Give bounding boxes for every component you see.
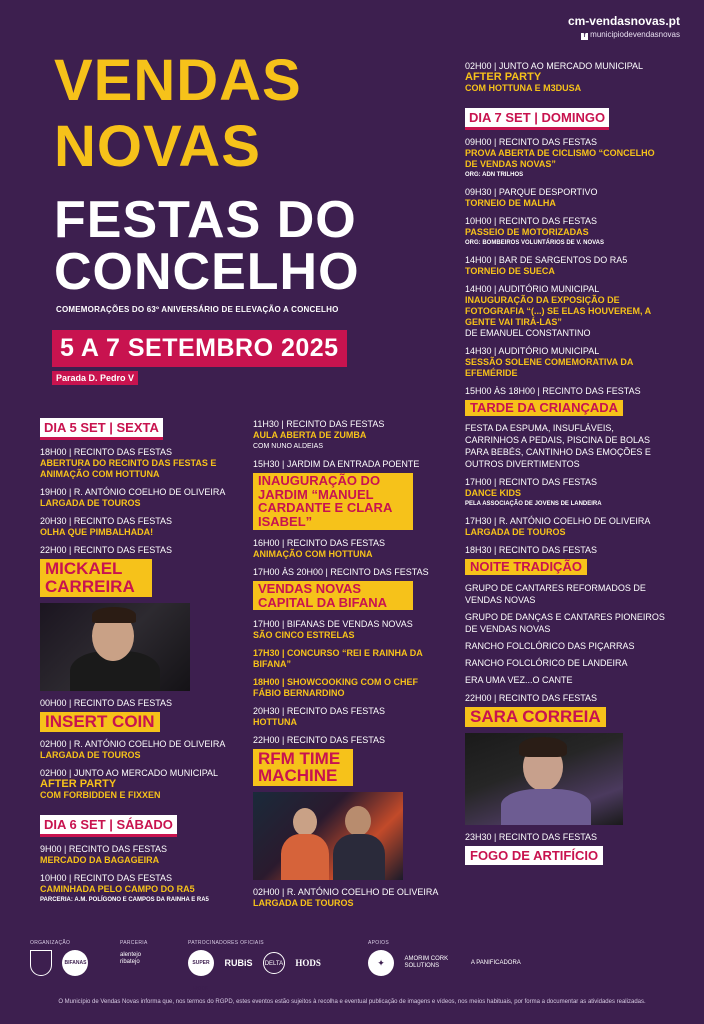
event-item bbox=[465, 516, 665, 538]
day-heading: DIA 5 SET | SEXTA bbox=[40, 418, 163, 440]
event-name: CAMINHADA PELO CAMPO DO RA5 bbox=[40, 883, 195, 894]
photo-figure bbox=[501, 789, 591, 825]
event-description: FESTA DA ESPUMA, INSUFLÁVEIS, CARRINHOS A PEDAIS, PISCINA DE BOLAS PARA BEBÉS, CANTINHO DAS EMOÇÕES E OUTROS DIVERTIMENTOS bbox=[465, 423, 651, 469]
event-time: 02H00 | JUNTO AO MERCADO MUNICIPAL bbox=[40, 767, 219, 778]
support-group bbox=[368, 940, 527, 976]
super-bock-logo bbox=[188, 950, 214, 992]
event-time: 11H30 | RECINTO DAS FESTAS bbox=[253, 419, 385, 429]
group-item: GRUPO DE CANTARES REFORMADOS DE VENDAS NOVAS bbox=[465, 583, 646, 605]
event-name: ABERTURA DO RECINTO DAS FESTAS E ANIMAÇÃO COM HOTTUNA bbox=[40, 458, 217, 479]
headliner-tag: MICKAEL CARREIRA bbox=[40, 559, 152, 597]
event-name: LARGADA DE TOUROS bbox=[253, 898, 354, 909]
event-item bbox=[40, 739, 240, 761]
event-time: 23H30 | RECINTO DAS FESTAS bbox=[465, 832, 598, 842]
event-item bbox=[465, 477, 665, 509]
event-item bbox=[40, 545, 240, 597]
event-item bbox=[465, 545, 665, 686]
day-heading: DIA 6 SET | SÁBADO bbox=[40, 815, 177, 837]
column-day7 bbox=[465, 54, 665, 865]
group-item: RANCHO FOLCLÓRICO DE LANDEIRA bbox=[465, 658, 628, 668]
event-time: 10H00 | RECINTO DAS FESTAS bbox=[40, 872, 173, 883]
footer-logos bbox=[30, 940, 680, 992]
event-time: 18H30 | RECINTO DAS FESTAS bbox=[465, 545, 598, 555]
event-time: 17H30 | R. ANTÓNIO COELHO DE OLIVEIRA bbox=[465, 516, 651, 526]
event-item bbox=[40, 768, 240, 801]
event-name: INAUGURAÇÃO DA EXPOSIÇÃO DE FOTOGRAFIA “(...) SE ELAS HOUVEREM, A GENTE VAI TIRÁ-LAS” bbox=[465, 295, 651, 327]
column-day6 bbox=[253, 412, 453, 909]
event-name: FÁBIO BERNARDINO bbox=[253, 687, 345, 698]
organization-label: ORGANIZAÇÃO bbox=[30, 940, 71, 946]
event-time: 14H00 | AUDITÓRIO MUNICIPAL bbox=[465, 284, 600, 294]
bifanas-logo-text: BIFANAS bbox=[64, 960, 87, 966]
site-url[interactable]: cm-vendasnovas.pt bbox=[567, 14, 680, 28]
event-time: 18H00 | RECINTO DAS FESTAS bbox=[40, 447, 173, 457]
highlight-tag: NOITE TRADIÇÃO bbox=[465, 559, 587, 575]
event-name: DANCE KIDS bbox=[465, 488, 522, 498]
event-sub: COM NUNO ALDEIAS bbox=[253, 443, 324, 450]
alentejo-text: alentejo bbox=[120, 952, 142, 958]
event-item bbox=[253, 567, 453, 612]
artist-photo-mickael-carreira bbox=[40, 603, 190, 691]
event-sub: COM HOTTUNA E M3DUSA bbox=[465, 83, 582, 93]
municipality-crest-icon bbox=[30, 950, 52, 976]
event-item bbox=[40, 516, 240, 538]
ribatejo-text: ribatejo bbox=[120, 959, 140, 965]
highlight-tag: FOGO DE ARTIFÍCIO bbox=[465, 846, 603, 865]
support-label: APOIOS bbox=[368, 940, 389, 946]
event-name: TORNEIO DE MALHA bbox=[465, 198, 556, 208]
event-item bbox=[465, 386, 665, 470]
disclaimer: O Município de Vendas Novas informa que, nos termos do RGPD, estes eventos estão sujeitos à recolha e eventual publicação de imagens e vídeos, nos meios habituais, por forma a documentar as atividades realizadas. bbox=[58, 999, 646, 1005]
event-item bbox=[465, 187, 665, 209]
event-item bbox=[465, 137, 665, 180]
event-time: 00H00 | RECINTO DAS FESTAS bbox=[40, 697, 173, 708]
highlight-tag: VENDAS NOVAS CAPITAL DA BIFANA bbox=[253, 581, 413, 610]
event-time: 14H00 | BAR DE SARGENTOS DO RA5 bbox=[465, 255, 628, 265]
event-name: PROVA ABERTA DE CICLISMO “CONCELHO DE VENDAS NOVAS” bbox=[465, 148, 655, 169]
event-time: 09H30 | PARQUE DESPORTIVO bbox=[465, 187, 598, 197]
event-sub: PARCERIA: A.M. POLÍGONO E CAMPOS DA RAINHA E RA5 bbox=[40, 896, 209, 903]
event-line: 17H30 | CONCURSO “REI E RAINHA DA BIFANA” bbox=[253, 647, 423, 669]
alentejo-ribatejo-logo bbox=[120, 952, 141, 966]
event-time: 22H00 | RECINTO DAS FESTAS bbox=[40, 545, 173, 555]
event-name: AFTER PARTY bbox=[465, 71, 542, 83]
photo-figure bbox=[281, 834, 329, 880]
event-name: LARGADA DE TOUROS bbox=[40, 749, 141, 760]
group-item: RANCHO FOLCLÓRICO DAS PIÇARRAS bbox=[465, 641, 635, 651]
organization-group bbox=[30, 940, 94, 976]
title-line-1: VENDAS bbox=[54, 48, 302, 113]
column-day5 bbox=[40, 418, 240, 905]
event-time: 15H30 | JARDIM DA ENTRADA POENTE bbox=[253, 459, 420, 469]
bifanas-logo bbox=[62, 950, 88, 976]
subtitle: COMEMORAÇÕES DO 63º ANIVERSÁRIO DE ELEVAÇÃO A CONCELHO bbox=[56, 305, 339, 314]
event-name: SESSÃO SOLENE COMEMORATIVA DA EFEMÉRIDE bbox=[465, 357, 634, 378]
delta-logo: DELTA bbox=[263, 952, 285, 974]
site-block bbox=[568, 14, 680, 40]
headliner-tag: RFM TIME MACHINE bbox=[253, 749, 353, 787]
place-badge: Parada D. Pedro V bbox=[52, 371, 138, 385]
event-time: 22H00 | RECINTO DAS FESTAS bbox=[253, 734, 386, 745]
event-time: 20H30 | RECINTO DAS FESTAS bbox=[40, 516, 173, 526]
highlight-tag: TARDE DA CRIANÇADA bbox=[465, 400, 623, 416]
event-name: LARGADA DE TOUROS bbox=[465, 527, 566, 537]
event-item bbox=[465, 284, 665, 339]
headliner-tag: INSERT COIN bbox=[40, 712, 160, 732]
event-time: 02H00 | JUNTO AO MERCADO MUNICIPAL bbox=[465, 61, 644, 71]
sponsor-label: PATROCINADORES OFICIAIS bbox=[188, 940, 264, 946]
event-time: 19H00 | R. ANTÓNIO COELHO DE OLIVEIRA bbox=[40, 487, 226, 497]
rubis-logo: RUBiS bbox=[224, 958, 253, 968]
event-name: ANIMAÇÃO COM HOTTUNA bbox=[253, 548, 373, 559]
facebook-label: municipiodevendasnovas bbox=[590, 30, 680, 39]
event-sub: ORG: BOMBEIROS VOLUNTÁRIOS DE V. NOVAS bbox=[465, 240, 605, 246]
event-time: 16H00 | RECINTO DAS FESTAS bbox=[253, 537, 386, 548]
event-item bbox=[253, 677, 453, 699]
event-time: 15H00 ÀS 18H00 | RECINTO DAS FESTAS bbox=[465, 386, 641, 396]
event-time: 17H00 ÀS 20H00 | RECINTO DAS FESTAS bbox=[253, 566, 429, 577]
event-item bbox=[253, 706, 453, 728]
facebook-handle[interactable] bbox=[568, 30, 680, 40]
event-item bbox=[40, 844, 240, 866]
event-line: 17H00 | BIFANAS DE VENDAS NOVAS bbox=[253, 618, 413, 629]
event-item bbox=[465, 693, 665, 727]
event-item bbox=[253, 887, 453, 909]
event-line: 18H00 | SHOWCOOKING COM O CHEF bbox=[253, 676, 419, 687]
event-time: 14H30 | AUDITÓRIO MUNICIPAL bbox=[465, 346, 600, 356]
event-time: 22H00 | RECINTO DAS FESTAS bbox=[465, 693, 598, 703]
sponsor-group bbox=[188, 940, 327, 992]
event-item bbox=[253, 648, 453, 670]
event-time: 10H00 | RECINTO DAS FESTAS bbox=[465, 216, 598, 226]
hods-logo: HODS bbox=[295, 958, 321, 968]
event-time: 20H30 | RECINTO DAS FESTAS bbox=[253, 705, 386, 716]
event-time: 02H00 | R. ANTÓNIO COELHO DE OLIVEIRA bbox=[253, 887, 439, 898]
event-item bbox=[253, 619, 453, 641]
super-bock-text: SUPER BOCK bbox=[192, 960, 210, 992]
title-line-4: CONCELHO bbox=[54, 243, 360, 301]
event-item bbox=[253, 735, 453, 787]
event-time: 09H00 | RECINTO DAS FESTAS bbox=[465, 137, 598, 147]
group-item: ERA UMA VEZ...O CANTE bbox=[465, 675, 573, 685]
event-sub: ORG: ADN TRILHOS bbox=[465, 172, 524, 178]
photo-face bbox=[293, 808, 317, 836]
photo-hair bbox=[92, 607, 136, 623]
event-item bbox=[40, 447, 240, 480]
event-name: LARGADA DE TOUROS bbox=[40, 498, 141, 508]
event-name: OLHA QUE PIMBALHADA! bbox=[40, 527, 154, 537]
event-item bbox=[253, 419, 453, 452]
facebook-icon: f bbox=[581, 33, 588, 40]
day6-block bbox=[40, 815, 240, 905]
event-item bbox=[40, 698, 240, 732]
event-sub: PELA ASSOCIAÇÃO DE JOVENS DE LANDEIRA bbox=[465, 501, 602, 507]
event-name: PASSEIO DE MOTORIZADAS bbox=[465, 227, 589, 237]
event-name: MERCADO DA BAGAGEIRA bbox=[40, 854, 160, 865]
title-line-2: NOVAS bbox=[54, 114, 261, 179]
event-item bbox=[40, 487, 240, 509]
event-time: 02H00 | R. ANTÓNIO COELHO DE OLIVEIRA bbox=[40, 738, 226, 749]
partner-group bbox=[120, 940, 148, 966]
event-item bbox=[465, 832, 665, 865]
day-heading: DIA 7 SET | DOMINGO bbox=[465, 108, 609, 130]
title-line-3: FESTAS DO bbox=[54, 191, 357, 249]
partner-label: PARCERIA bbox=[120, 940, 148, 946]
event-item bbox=[465, 346, 665, 379]
event-sub: DE EMANUEL CONSTANTINO bbox=[465, 328, 591, 338]
photo-figure bbox=[333, 834, 385, 880]
event-item bbox=[253, 538, 453, 560]
artist-photo-rfm-time-machine bbox=[253, 792, 403, 880]
event-item bbox=[465, 255, 665, 277]
date-badge: 5 A 7 SETEMBRO 2025 bbox=[52, 330, 347, 367]
group-item: GRUPO DE DANÇAS E CANTARES PIONEIROS DE VENDAS NOVAS bbox=[465, 612, 665, 634]
photo-face bbox=[345, 806, 371, 836]
photo-hair bbox=[519, 737, 567, 757]
amorim-logo: AMORIM CORK SOLUTIONS bbox=[404, 956, 449, 969]
artist-photo-sara-correia bbox=[465, 733, 623, 825]
event-item bbox=[465, 61, 665, 94]
day7-block bbox=[465, 108, 665, 865]
event-time: 17H00 | RECINTO DAS FESTAS bbox=[465, 477, 598, 487]
event-sub: COM FORBIDDEN E FIXXEN bbox=[40, 789, 161, 800]
panificadora-logo: A PANIFICADORA bbox=[470, 959, 521, 966]
event-item bbox=[253, 459, 453, 531]
highlight-tag: INAUGURAÇÃO DO JARDIM “MANUEL CARDANTE E CLARA ISABEL” bbox=[253, 473, 413, 530]
support-crest-icon: ✦ bbox=[368, 950, 394, 976]
headliner-tag: SARA CORREIA bbox=[465, 707, 606, 727]
event-name: HOTTUNA bbox=[253, 716, 297, 727]
event-name: AULA ABERTA DE ZUMBA bbox=[253, 430, 367, 440]
event-name: SÃO CINCO ESTRELAS bbox=[253, 629, 355, 640]
event-item bbox=[40, 873, 240, 905]
event-item bbox=[465, 216, 665, 248]
event-time: 9H00 | RECINTO DAS FESTAS bbox=[40, 843, 168, 854]
event-name: AFTER PARTY bbox=[40, 777, 117, 790]
event-name: TORNEIO DE SUECA bbox=[465, 266, 555, 276]
